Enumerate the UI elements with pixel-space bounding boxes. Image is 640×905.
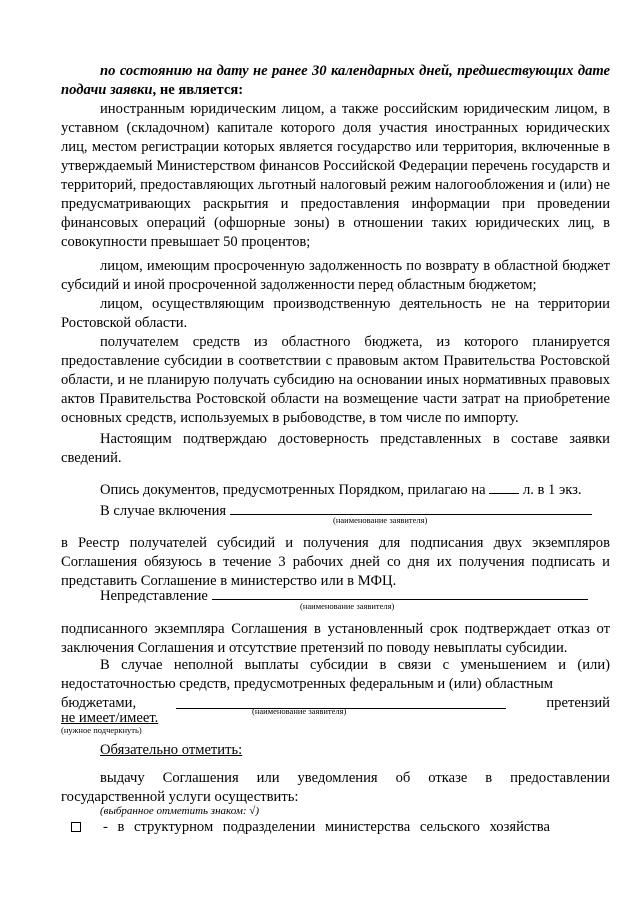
option-word: -: [103, 819, 108, 835]
must-note-heading: [100, 741, 640, 760]
option-word: сельского: [419, 819, 480, 835]
claims-caption: (нужное подчеркнуть): [61, 725, 142, 735]
applicant-name-field-2[interactable]: [212, 585, 588, 600]
paragraph-issuance: выдачу Соглашения или уведомления об отказе в предоставлении государственной услуги осуществить:: [61, 770, 610, 805]
paragraph-foreign-entity: иностранным юридическим лицом, а также российским юридическим лицом, в уставном (складочном) капитале которого доля участия иностранных юридических лиц, местом регистрации которых является государство или территория, включенные в утверждаемый Министерством финансов Российской Федерации перечень государств и территорий, предоставляющих льготный налоговый режим налогообложения и (или) не предусматривающих раскрытия и предоставления информации при проведении финансовых операций (офшорные зоны) в отношении таких юридических лиц, в совокупности превышает 50 процентов;: [61, 101, 610, 250]
paragraph-refusal: подписанного экземпляра Соглашения в установленный срок подтверждает отказ от заключения Соглашения и отсутствие претензий по поводу невыплаты субсидии.: [61, 621, 610, 656]
mark-hint: (выбранное отметить знаком: √): [100, 805, 260, 817]
option-row: [103, 818, 550, 837]
claims-label: претензий: [546, 695, 610, 711]
option-checkbox[interactable]: [71, 822, 81, 832]
status-date-emphasis: по состоянию на дату не ранее 30 календарных дней, предшествующих дате подачи заявки: [61, 63, 610, 98]
option-word: министерства: [324, 819, 411, 835]
nonsubmission-label: Непредставление: [100, 588, 208, 604]
paragraph-status-date: [61, 62, 610, 100]
option-word: хозяйства: [489, 819, 550, 835]
paragraph-overdue-debt: лицом, имеющим просроченную задолженность по возврату в областной бюджет субсидий и иной просроченной задолженности перед областным бюджетом;: [61, 258, 610, 293]
applicant-name-caption-2: (наименование заявителя): [300, 601, 395, 611]
status-date-tail: , не является:: [152, 82, 244, 98]
paragraph-budget-recipient: получателем средств из областного бюджета, из которого планируется предоставление субсидии в соответствии с правовым актом Правительства Ростовской области, и не планирую получать субсидию на основании иных нормативных правовых актов Правительства Ростовской области на возмещение части затрат на приобретение основных средств, используемых в рыбоводстве, в том числе по импорту.: [61, 334, 610, 426]
applicant-name-caption-3: (наименование заявителя): [252, 706, 347, 716]
paragraph-partial-payment: В случае неполной выплаты субсидии в связи с уменьшением и (или) недостаточностью средств, предусмотренных федеральным и (или) областным: [61, 657, 610, 692]
budgets-label: бюджетами,: [61, 695, 137, 711]
must-note-text: Обязательно отметить:: [100, 742, 243, 758]
claims-choice[interactable]: не имеет/имеет.: [61, 710, 159, 726]
applicant-name-caption-1: (наименование заявителя): [333, 515, 428, 525]
paragraph-territory: лицом, осуществляющим производственную деятельность не на территории Ростовской области.: [61, 296, 610, 331]
option-word: подразделении: [222, 819, 316, 835]
inventory-tail: л. в 1 экз.: [522, 482, 582, 498]
sheet-count-field[interactable]: [489, 493, 519, 494]
option-word: в: [117, 819, 125, 835]
claims-row: [61, 709, 610, 728]
inventory-row: [100, 481, 610, 500]
inventory-text: Опись документов, предусмотренных Порядком, прилагаю на: [100, 482, 486, 498]
paragraph-registry: в Реестр получателей субсидий и получения для подписания двух экземпляров Соглашения обязуюсь в течение 3 рабочих дней со дня их получения подписать и представить Соглашение в министерство или в МФЦ.: [61, 535, 610, 589]
option-word: структурном: [134, 819, 214, 835]
inclusion-label: В случае включения: [100, 503, 227, 519]
applicant-name-field-1[interactable]: [230, 500, 592, 515]
paragraph-confirmation: Настоящим подтверждаю достоверность представленных в составе заявки сведений.: [61, 431, 610, 466]
